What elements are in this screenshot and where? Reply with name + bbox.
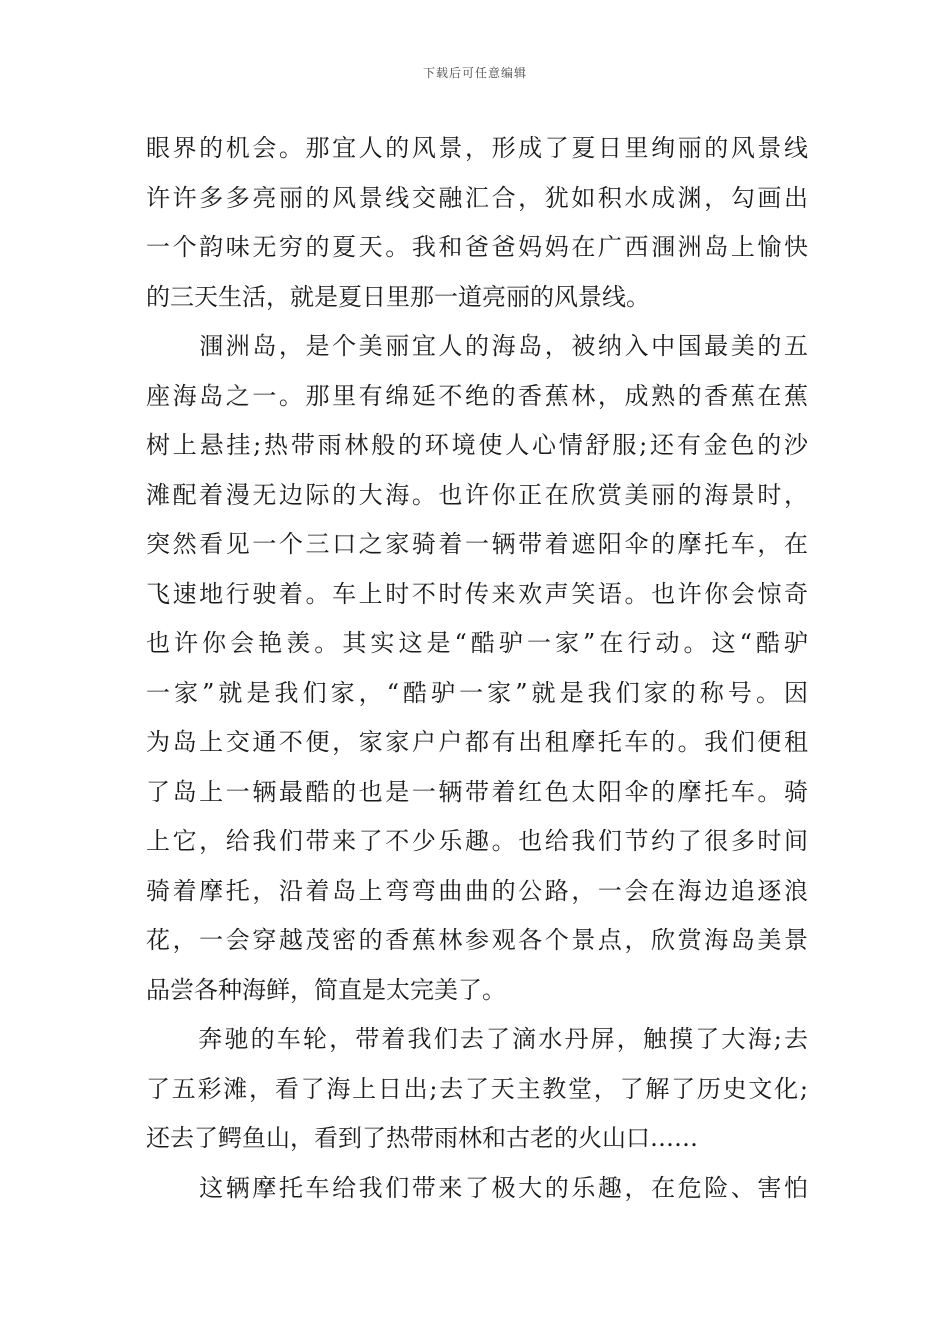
text-line: 为岛上交通不便，家家户户都有出租摩托车的。我们便租 — [146, 728, 808, 756]
paragraph — [146, 322, 808, 1015]
text-line: 眼界的机会。那宜人的风景，形成了夏日里绚丽的风景线 — [146, 134, 808, 162]
text-line: 还去了鳄鱼山，看到了热带雨林和古老的火山口…… — [146, 1124, 698, 1152]
text-line: 了岛上一辆最酷的也是一辆带着红色太阳伞的摩托车。骑 — [146, 777, 808, 806]
document-body — [146, 124, 808, 1213]
paragraph — [146, 1164, 808, 1214]
text-line: 上它，给我们带来了不少乐趣。也给我们节约了很多时间 — [146, 827, 808, 855]
text-line: 飞速地行驶着。车上时不时传来欢声笑语。也许你会惊奇 — [146, 579, 808, 608]
text-line: 这辆摩托车给我们带来了极大的乐趣，在危险、害怕 — [146, 1173, 808, 1202]
text-line: 突然看见一个三口之家骑着一辆带着遮阳伞的摩托车，在 — [146, 530, 808, 558]
text-line: 一家”就是我们家，“酷驴一家”就是我们家的称号。因 — [146, 678, 808, 707]
text-line: 骑着摩托，沿着岛上弯弯曲曲的公路，一会在海边追逐浪 — [146, 876, 808, 905]
text-line: 也许你会艳羡。其实这是“酷驴一家”在行动。这“酷驴 — [146, 629, 808, 657]
text-line: 树上悬挂;热带雨林般的环境使人心情舒服;还有金色的沙 — [146, 431, 808, 459]
paragraph — [146, 124, 808, 322]
paragraph — [146, 1015, 808, 1164]
text-line: 滩配着漫无边际的大海。也许你正在欣赏美丽的海景时， — [146, 480, 808, 509]
text-line: 奔驰的车轮，带着我们去了滴水丹屏，触摸了大海;去 — [146, 1025, 808, 1053]
text-line: 花，一会穿越茂密的香蕉林参观各个景点，欣赏海岛美景 — [146, 926, 808, 954]
text-line: 涠洲岛，是个美丽宜人的海岛，被纳入中国最美的五 — [146, 332, 808, 360]
text-line: 品尝各种海鲜，简直是太完美了。 — [146, 975, 506, 1004]
text-line: 许许多多亮丽的风景线交融汇合，犹如积水成渊，勾画出 — [146, 183, 808, 212]
page-header-note: 下载后可任意编辑 — [422, 66, 527, 80]
text-line: 了五彩滩，看了海上日出;去了天主教堂，了解了历史文化; — [146, 1074, 808, 1103]
text-line: 一个韵味无穷的夏天。我和爸爸妈妈在广西涠洲岛上愉快 — [146, 233, 808, 261]
text-line: 座海岛之一。那里有绵延不绝的香蕉林，成熟的香蕉在蕉 — [146, 381, 808, 410]
text-line: 的三天生活，就是夏日里那一道亮丽的风景线。 — [146, 282, 650, 311]
